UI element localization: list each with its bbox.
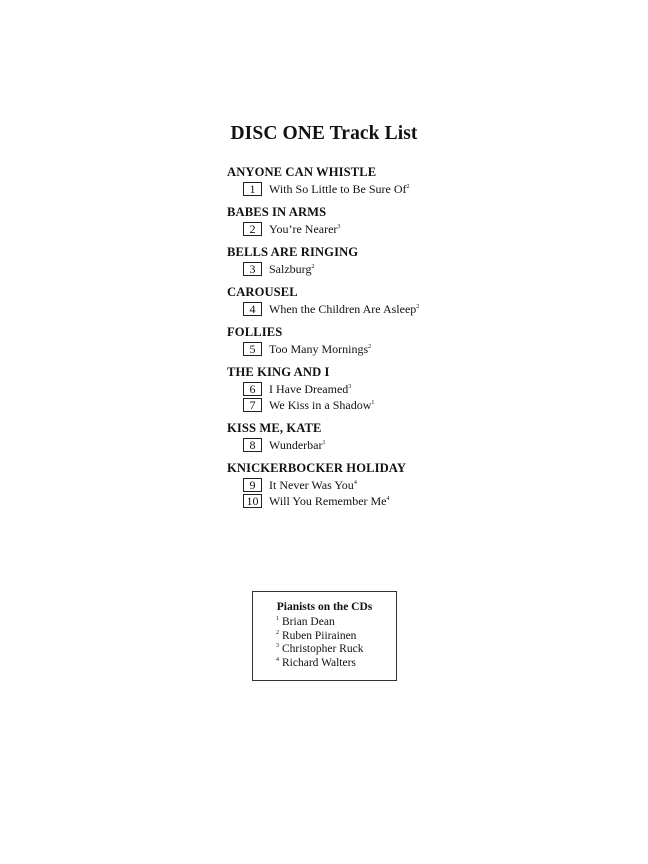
track-title: When the Children Are Asleep <box>269 302 417 316</box>
track-row <box>227 381 607 397</box>
show-title: THE KING AND I <box>227 365 330 379</box>
track-row <box>227 437 607 453</box>
track-title-wrap <box>269 301 419 317</box>
track-title-wrap <box>269 477 357 493</box>
track-row <box>227 261 607 277</box>
pianists-legend-box <box>252 591 397 681</box>
pianist-entry <box>276 657 363 671</box>
track-row <box>227 397 607 413</box>
show-title: CAROUSEL <box>227 285 298 299</box>
track-number: 9 <box>243 478 262 492</box>
show-section <box>227 204 607 237</box>
show-section <box>227 284 607 317</box>
track-title-wrap <box>269 341 371 357</box>
track-row <box>227 493 607 509</box>
track-title: We Kiss in a Shadow <box>269 398 372 412</box>
track-title: It Never Was You <box>269 478 354 492</box>
track-title-wrap <box>269 221 340 237</box>
track-list <box>227 164 607 516</box>
pianist-mark: 3 <box>276 643 279 649</box>
pianist-footnote-mark: 4 <box>353 480 357 486</box>
track-title-wrap <box>269 493 390 509</box>
pianist-footnote-mark: 1 <box>371 400 375 406</box>
show-section <box>227 244 607 277</box>
track-number: 1 <box>243 182 262 196</box>
pianists-heading: Pianists on the CDs <box>276 601 373 613</box>
pianist-footnote-mark: 4 <box>386 496 390 502</box>
track-title: You’re Nearer <box>269 222 338 236</box>
pianist-name: Brian Dean <box>282 616 335 628</box>
pianist-entry <box>276 630 363 644</box>
pianist-entry <box>276 616 363 630</box>
pianist-list <box>276 616 363 670</box>
track-number: 5 <box>243 342 262 356</box>
show-section <box>227 164 607 197</box>
show-title: BABES IN ARMS <box>227 205 327 219</box>
show-section <box>227 324 607 357</box>
track-title-wrap <box>269 181 410 197</box>
pianist-mark: 1 <box>276 616 279 622</box>
show-section <box>227 364 607 413</box>
track-number: 4 <box>243 302 262 316</box>
track-title: Too Many Mornings <box>269 342 369 356</box>
track-number: 7 <box>243 398 262 412</box>
track-number: 2 <box>243 222 262 236</box>
track-number: 8 <box>243 438 262 452</box>
track-title: I Have Dreamed <box>269 382 349 396</box>
track-number: 3 <box>243 262 262 276</box>
track-row <box>227 301 607 317</box>
pianist-name: Ruben Piirainen <box>282 629 357 642</box>
track-row <box>227 221 607 237</box>
track-title: With So Little to Be Sure Of <box>269 182 407 196</box>
pianist-footnote-mark: 2 <box>368 344 372 350</box>
track-row <box>227 341 607 357</box>
page-title: DISC ONE Track List <box>230 123 418 144</box>
show-title: KISS ME, KATE <box>227 421 322 435</box>
track-title-wrap <box>269 397 374 413</box>
track-title: Salzburg <box>269 262 312 276</box>
pianist-footnote-mark: 3 <box>337 224 341 230</box>
pianist-mark: 4 <box>276 656 279 663</box>
pianist-footnote-mark: 2 <box>311 264 315 270</box>
show-title: KNICKERBOCKER HOLIDAY <box>227 461 407 475</box>
pianist-entry <box>276 643 363 657</box>
pianist-name: Richard Walters <box>282 656 356 669</box>
pianist-footnote-mark: 1 <box>322 440 326 446</box>
show-title: ANYONE CAN WHISTLE <box>227 165 377 179</box>
track-title: Wunderbar <box>269 438 323 452</box>
show-title: FOLLIES <box>227 325 283 339</box>
track-row <box>227 477 607 493</box>
track-number: 10 <box>243 494 262 508</box>
show-section <box>227 420 607 453</box>
pianist-name: Christopher Ruck <box>282 643 364 655</box>
track-title-wrap <box>269 437 326 453</box>
pianist-footnote-mark: 2 <box>406 184 410 190</box>
pianist-footnote-mark: 2 <box>416 304 420 310</box>
track-title-wrap <box>269 261 314 277</box>
track-row <box>227 181 607 197</box>
show-section <box>227 460 607 509</box>
pianist-footnote-mark: 3 <box>348 384 352 390</box>
show-title: BELLS ARE RINGING <box>227 245 359 259</box>
track-title: Will You Remember Me <box>269 494 387 508</box>
track-title-wrap <box>269 381 351 397</box>
pianist-mark: 2 <box>276 629 279 636</box>
track-number: 6 <box>243 382 262 396</box>
